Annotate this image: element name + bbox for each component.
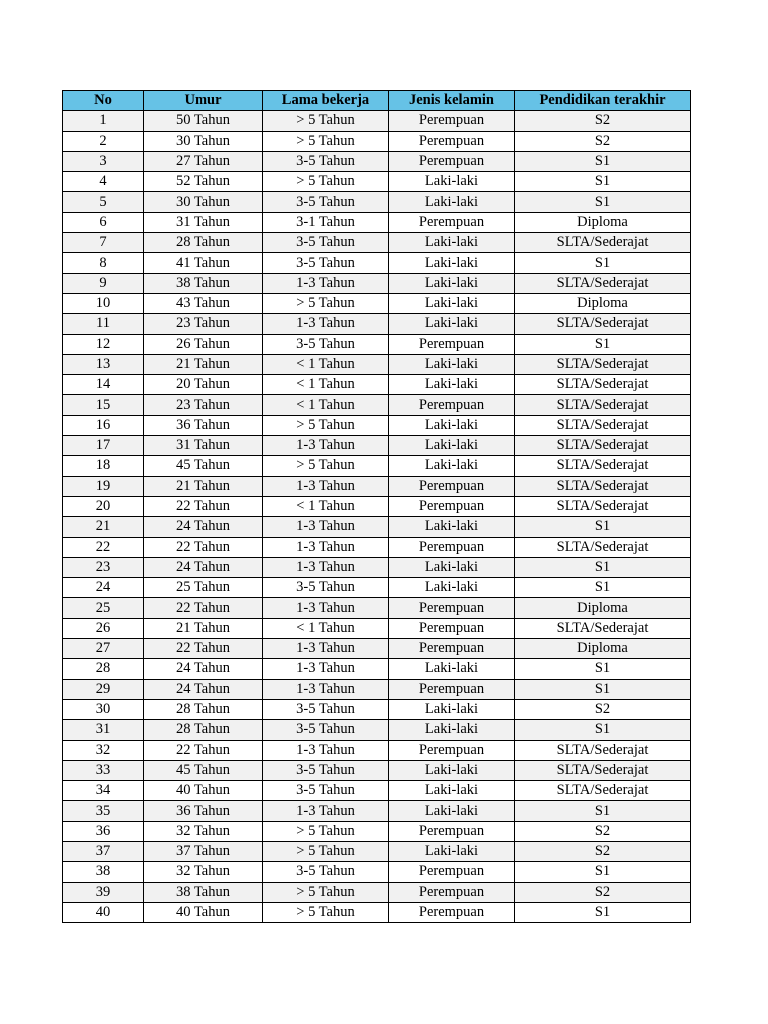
cell-jenis-kelamin: Perempuan [389,902,515,922]
cell-lama-bekerja: < 1 Tahun [263,496,389,516]
cell-umur: 22 Tahun [144,740,263,760]
cell-no: 2 [63,131,144,151]
cell-umur: 31 Tahun [144,436,263,456]
cell-pendidikan-terakhir: S2 [515,821,691,841]
cell-pendidikan-terakhir: S2 [515,131,691,151]
table-row [63,131,691,151]
cell-umur: 32 Tahun [144,821,263,841]
cell-no: 5 [63,192,144,212]
cell-umur: 28 Tahun [144,699,263,719]
cell-jenis-kelamin: Laki-laki [389,720,515,740]
cell-no: 32 [63,740,144,760]
cell-jenis-kelamin: Perempuan [389,537,515,557]
cell-pendidikan-terakhir: S1 [515,902,691,922]
cell-jenis-kelamin: Laki-laki [389,293,515,313]
cell-no: 40 [63,902,144,922]
cell-lama-bekerja: 1-3 Tahun [263,517,389,537]
cell-jenis-kelamin: Laki-laki [389,760,515,780]
cell-umur: 26 Tahun [144,334,263,354]
cell-lama-bekerja: 3-5 Tahun [263,699,389,719]
cell-lama-bekerja: 3-1 Tahun [263,212,389,232]
cell-no: 18 [63,456,144,476]
table-body [63,111,691,923]
cell-jenis-kelamin: Laki-laki [389,172,515,192]
cell-lama-bekerja: 3-5 Tahun [263,233,389,253]
cell-no: 15 [63,395,144,415]
cell-jenis-kelamin: Perempuan [389,740,515,760]
cell-pendidikan-terakhir: S1 [515,192,691,212]
cell-no: 30 [63,699,144,719]
table-row [63,841,691,861]
table-row [63,436,691,456]
cell-jenis-kelamin: Perempuan [389,821,515,841]
cell-jenis-kelamin: Perempuan [389,111,515,131]
cell-no: 37 [63,841,144,861]
cell-lama-bekerja: > 5 Tahun [263,111,389,131]
cell-jenis-kelamin: Laki-laki [389,699,515,719]
cell-no: 3 [63,151,144,171]
cell-pendidikan-terakhir: S1 [515,517,691,537]
cell-pendidikan-terakhir: S1 [515,679,691,699]
cell-umur: 24 Tahun [144,517,263,537]
table-row [63,395,691,415]
cell-pendidikan-terakhir: SLTA/Sederajat [515,375,691,395]
cell-pendidikan-terakhir: SLTA/Sederajat [515,740,691,760]
cell-pendidikan-terakhir: S1 [515,801,691,821]
cell-pendidikan-terakhir: S1 [515,334,691,354]
cell-umur: 23 Tahun [144,395,263,415]
cell-no: 23 [63,557,144,577]
cell-jenis-kelamin: Perempuan [389,882,515,902]
cell-jenis-kelamin: Laki-laki [389,273,515,293]
cell-pendidikan-terakhir: S2 [515,111,691,131]
table-row [63,902,691,922]
cell-pendidikan-terakhir: SLTA/Sederajat [515,618,691,638]
cell-no: 25 [63,598,144,618]
cell-lama-bekerja: 3-5 Tahun [263,862,389,882]
cell-lama-bekerja: > 5 Tahun [263,172,389,192]
cell-umur: 21 Tahun [144,618,263,638]
cell-jenis-kelamin: Perempuan [389,639,515,659]
cell-jenis-kelamin: Laki-laki [389,415,515,435]
table-row [63,375,691,395]
cell-lama-bekerja: 1-3 Tahun [263,476,389,496]
cell-pendidikan-terakhir: S1 [515,253,691,273]
table-row [63,659,691,679]
cell-umur: 40 Tahun [144,781,263,801]
cell-no: 11 [63,314,144,334]
cell-jenis-kelamin: Laki-laki [389,354,515,374]
table-row [63,476,691,496]
cell-lama-bekerja: > 5 Tahun [263,131,389,151]
cell-lama-bekerja: 1-3 Tahun [263,740,389,760]
cell-no: 29 [63,679,144,699]
cell-pendidikan-terakhir: S1 [515,720,691,740]
table-row [63,679,691,699]
cell-pendidikan-terakhir: S2 [515,841,691,861]
table-row [63,882,691,902]
cell-no: 39 [63,882,144,902]
cell-lama-bekerja: > 5 Tahun [263,902,389,922]
cell-lama-bekerja: 3-5 Tahun [263,253,389,273]
cell-no: 31 [63,720,144,740]
cell-umur: 31 Tahun [144,212,263,232]
cell-pendidikan-terakhir: SLTA/Sederajat [515,476,691,496]
cell-pendidikan-terakhir: Diploma [515,293,691,313]
cell-pendidikan-terakhir: S2 [515,699,691,719]
cell-lama-bekerja: 1-3 Tahun [263,801,389,821]
cell-lama-bekerja: > 5 Tahun [263,821,389,841]
cell-lama-bekerja: < 1 Tahun [263,395,389,415]
cell-jenis-kelamin: Perempuan [389,598,515,618]
cell-umur: 28 Tahun [144,233,263,253]
cell-no: 22 [63,537,144,557]
cell-pendidikan-terakhir: SLTA/Sederajat [515,415,691,435]
table-row [63,557,691,577]
table-row [63,598,691,618]
table-row [63,720,691,740]
cell-lama-bekerja: 3-5 Tahun [263,192,389,212]
cell-no: 36 [63,821,144,841]
cell-umur: 22 Tahun [144,639,263,659]
header-umur: Umur [144,91,263,111]
cell-no: 7 [63,233,144,253]
cell-pendidikan-terakhir: SLTA/Sederajat [515,233,691,253]
header-lama-bekerja: Lama bekerja [263,91,389,111]
cell-umur: 20 Tahun [144,375,263,395]
table-row [63,354,691,374]
cell-umur: 25 Tahun [144,578,263,598]
cell-umur: 43 Tahun [144,293,263,313]
cell-umur: 24 Tahun [144,659,263,679]
table-row [63,537,691,557]
cell-lama-bekerja: > 5 Tahun [263,456,389,476]
cell-lama-bekerja: 3-5 Tahun [263,334,389,354]
respondent-table [62,90,691,923]
cell-lama-bekerja: > 5 Tahun [263,293,389,313]
cell-umur: 22 Tahun [144,496,263,516]
cell-jenis-kelamin: Laki-laki [389,253,515,273]
cell-no: 21 [63,517,144,537]
cell-no: 4 [63,172,144,192]
cell-pendidikan-terakhir: SLTA/Sederajat [515,456,691,476]
cell-jenis-kelamin: Perempuan [389,334,515,354]
table-row [63,293,691,313]
cell-pendidikan-terakhir: S2 [515,882,691,902]
cell-lama-bekerja: 1-3 Tahun [263,598,389,618]
table-row [63,740,691,760]
cell-no: 8 [63,253,144,273]
cell-no: 24 [63,578,144,598]
cell-umur: 40 Tahun [144,902,263,922]
table-row [63,578,691,598]
cell-umur: 36 Tahun [144,801,263,821]
cell-lama-bekerja: > 5 Tahun [263,841,389,861]
table-row [63,517,691,537]
cell-no: 16 [63,415,144,435]
cell-jenis-kelamin: Laki-laki [389,192,515,212]
cell-lama-bekerja: 1-3 Tahun [263,273,389,293]
cell-lama-bekerja: < 1 Tahun [263,375,389,395]
cell-pendidikan-terakhir: S1 [515,578,691,598]
cell-umur: 27 Tahun [144,151,263,171]
table-row [63,618,691,638]
cell-no: 28 [63,659,144,679]
cell-umur: 24 Tahun [144,557,263,577]
cell-no: 35 [63,801,144,821]
cell-pendidikan-terakhir: S1 [515,862,691,882]
table-row [63,781,691,801]
cell-no: 27 [63,639,144,659]
cell-umur: 30 Tahun [144,131,263,151]
cell-jenis-kelamin: Perempuan [389,496,515,516]
cell-umur: 22 Tahun [144,537,263,557]
cell-no: 1 [63,111,144,131]
cell-no: 10 [63,293,144,313]
table-row [63,314,691,334]
cell-umur: 21 Tahun [144,476,263,496]
table-row [63,760,691,780]
cell-no: 38 [63,862,144,882]
cell-pendidikan-terakhir: S1 [515,172,691,192]
cell-no: 14 [63,375,144,395]
table-row [63,496,691,516]
cell-no: 20 [63,496,144,516]
cell-lama-bekerja: 3-5 Tahun [263,151,389,171]
table-row [63,212,691,232]
header-pendidikan-terakhir: Pendidikan terakhir [515,91,691,111]
cell-umur: 24 Tahun [144,679,263,699]
cell-no: 13 [63,354,144,374]
cell-pendidikan-terakhir: SLTA/Sederajat [515,354,691,374]
cell-umur: 22 Tahun [144,598,263,618]
cell-jenis-kelamin: Laki-laki [389,517,515,537]
cell-pendidikan-terakhir: SLTA/Sederajat [515,436,691,456]
table-row [63,253,691,273]
cell-pendidikan-terakhir: S1 [515,557,691,577]
cell-umur: 30 Tahun [144,192,263,212]
table-row [63,639,691,659]
cell-jenis-kelamin: Laki-laki [389,801,515,821]
cell-lama-bekerja: 1-3 Tahun [263,314,389,334]
cell-jenis-kelamin: Perempuan [389,131,515,151]
cell-umur: 45 Tahun [144,456,263,476]
table-row [63,334,691,354]
table-row [63,111,691,131]
cell-pendidikan-terakhir: SLTA/Sederajat [515,781,691,801]
cell-pendidikan-terakhir: Diploma [515,212,691,232]
cell-jenis-kelamin: Laki-laki [389,436,515,456]
cell-lama-bekerja: 1-3 Tahun [263,659,389,679]
cell-pendidikan-terakhir: Diploma [515,598,691,618]
cell-lama-bekerja: 3-5 Tahun [263,578,389,598]
cell-lama-bekerja: 1-3 Tahun [263,537,389,557]
cell-umur: 28 Tahun [144,720,263,740]
cell-pendidikan-terakhir: SLTA/Sederajat [515,496,691,516]
cell-pendidikan-terakhir: Diploma [515,639,691,659]
cell-umur: 37 Tahun [144,841,263,861]
cell-jenis-kelamin: Perempuan [389,618,515,638]
cell-umur: 21 Tahun [144,354,263,374]
table-row [63,801,691,821]
cell-lama-bekerja: < 1 Tahun [263,354,389,374]
header-no: No [63,91,144,111]
cell-jenis-kelamin: Perempuan [389,212,515,232]
cell-jenis-kelamin: Laki-laki [389,557,515,577]
cell-no: 34 [63,781,144,801]
table-row [63,273,691,293]
cell-jenis-kelamin: Laki-laki [389,578,515,598]
cell-no: 6 [63,212,144,232]
cell-pendidikan-terakhir: SLTA/Sederajat [515,395,691,415]
cell-jenis-kelamin: Laki-laki [389,375,515,395]
cell-pendidikan-terakhir: SLTA/Sederajat [515,760,691,780]
cell-lama-bekerja: > 5 Tahun [263,415,389,435]
table-row [63,233,691,253]
table-row [63,151,691,171]
cell-no: 26 [63,618,144,638]
cell-umur: 52 Tahun [144,172,263,192]
cell-pendidikan-terakhir: SLTA/Sederajat [515,273,691,293]
cell-lama-bekerja: 1-3 Tahun [263,436,389,456]
cell-pendidikan-terakhir: S1 [515,659,691,679]
cell-jenis-kelamin: Laki-laki [389,659,515,679]
cell-jenis-kelamin: Perempuan [389,476,515,496]
cell-jenis-kelamin: Perempuan [389,862,515,882]
table-row [63,192,691,212]
cell-umur: 36 Tahun [144,415,263,435]
cell-pendidikan-terakhir: S1 [515,151,691,171]
cell-lama-bekerja: 3-5 Tahun [263,781,389,801]
table-row [63,699,691,719]
cell-jenis-kelamin: Laki-laki [389,841,515,861]
table-row [63,821,691,841]
cell-umur: 50 Tahun [144,111,263,131]
cell-pendidikan-terakhir: SLTA/Sederajat [515,537,691,557]
cell-lama-bekerja: 1-3 Tahun [263,639,389,659]
table-row [63,172,691,192]
cell-umur: 41 Tahun [144,253,263,273]
cell-umur: 23 Tahun [144,314,263,334]
cell-lama-bekerja: < 1 Tahun [263,618,389,638]
cell-no: 19 [63,476,144,496]
cell-jenis-kelamin: Perempuan [389,395,515,415]
cell-umur: 38 Tahun [144,273,263,293]
cell-umur: 38 Tahun [144,882,263,902]
cell-lama-bekerja: > 5 Tahun [263,882,389,902]
cell-jenis-kelamin: Laki-laki [389,314,515,334]
table-header-row [63,91,691,111]
cell-lama-bekerja: 3-5 Tahun [263,760,389,780]
header-jenis-kelamin: Jenis kelamin [389,91,515,111]
cell-umur: 32 Tahun [144,862,263,882]
cell-no: 17 [63,436,144,456]
table-row [63,862,691,882]
cell-jenis-kelamin: Laki-laki [389,233,515,253]
cell-no: 12 [63,334,144,354]
table-row [63,415,691,435]
cell-pendidikan-terakhir: SLTA/Sederajat [515,314,691,334]
cell-jenis-kelamin: Laki-laki [389,781,515,801]
cell-lama-bekerja: 1-3 Tahun [263,557,389,577]
table-row [63,456,691,476]
cell-umur: 45 Tahun [144,760,263,780]
cell-no: 9 [63,273,144,293]
cell-jenis-kelamin: Perempuan [389,679,515,699]
cell-jenis-kelamin: Laki-laki [389,456,515,476]
cell-lama-bekerja: 1-3 Tahun [263,679,389,699]
cell-lama-bekerja: 3-5 Tahun [263,720,389,740]
cell-no: 33 [63,760,144,780]
cell-jenis-kelamin: Perempuan [389,151,515,171]
